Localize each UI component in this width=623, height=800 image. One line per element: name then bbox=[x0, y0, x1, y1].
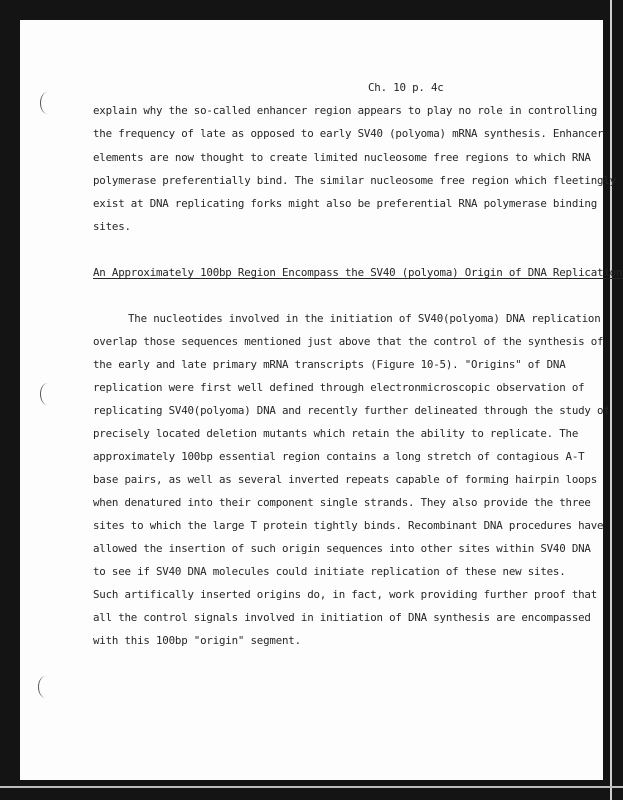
paragraph-2-line-9: when denatured into their component single strands. They also provide the three bbox=[93, 496, 591, 509]
paragraph-2-line-3: the early and late primary mRNA transcripts (Figure 10-5). "Origins" of DNA bbox=[93, 358, 566, 371]
paragraph-1-line-3: elements are now thought to create limited nucleosome free regions to which RNA bbox=[93, 151, 591, 164]
paragraph-2-line-14: all the control signals involved in initiation of DNA synthesis are encompassed bbox=[93, 611, 591, 624]
paragraph-2-line-15: with this 100bp "origin" segment. bbox=[93, 634, 301, 647]
paragraph-1-line-1: explain why the so-called enhancer region appears to play no role in controlling bbox=[93, 104, 598, 117]
paragraph-2-line-4: replication were first well defined through electronmicroscopic observation of bbox=[93, 381, 585, 394]
paragraph-2-line-11: allowed the insertion of such origin sequences into other sites within SV40 DNA bbox=[93, 542, 591, 555]
page-header: Ch. 10 p. 4c bbox=[368, 81, 444, 94]
paragraph-1-line-6: sites. bbox=[93, 220, 131, 233]
page-edge-right bbox=[610, 0, 612, 800]
paragraph-1-line-2: the frequency of late as opposed to early SV40 (polyoma) mRNA synthesis. Enhancer bbox=[93, 127, 604, 140]
page-edge-bottom bbox=[0, 786, 623, 788]
section-heading: An Approximately 100bp Region Encompass the SV40 (polyoma) Origin of DNA Replication bbox=[93, 266, 623, 279]
paragraph-2-line-13: Such artifically inserted origins do, in fact, work providing further proof that bbox=[93, 588, 598, 601]
paragraph-2-line-7: approximately 100bp essential region contains a long stretch of contagious A-T bbox=[93, 450, 585, 463]
paragraph-1-line-4: polymerase preferentially bind. The similar nucleosome free region which fleetingly bbox=[93, 174, 616, 187]
punch-hole-top bbox=[40, 92, 55, 114]
paragraph-2-line-5: replicating SV40(polyoma) DNA and recently further delineated through the study of bbox=[93, 404, 610, 417]
paragraph-2-line-2: overlap those sequences mentioned just above that the control of the synthesis of bbox=[93, 335, 604, 348]
paragraph-1-line-5: exist at DNA replicating forks might also be preferential RNA polymerase binding bbox=[93, 197, 598, 210]
punch-hole-bottom bbox=[38, 676, 53, 698]
paragraph-2-line-8: base pairs, as well as several inverted repeats capable of forming hairpin loops bbox=[93, 473, 598, 486]
punch-hole-middle bbox=[40, 383, 55, 405]
paragraph-2-line-6: precisely located deletion mutants which retain the ability to replicate. The bbox=[93, 427, 579, 440]
paragraph-2-line-10: sites to which the large T protein tightly binds. Recombinant DNA procedures have bbox=[93, 519, 604, 532]
paragraph-2-line-1: The nucleotides involved in the initiation of SV40(polyoma) DNA replication bbox=[128, 312, 601, 325]
paragraph-2-line-12: to see if SV40 DNA molecules could initiate replication of these new sites. bbox=[93, 565, 566, 578]
